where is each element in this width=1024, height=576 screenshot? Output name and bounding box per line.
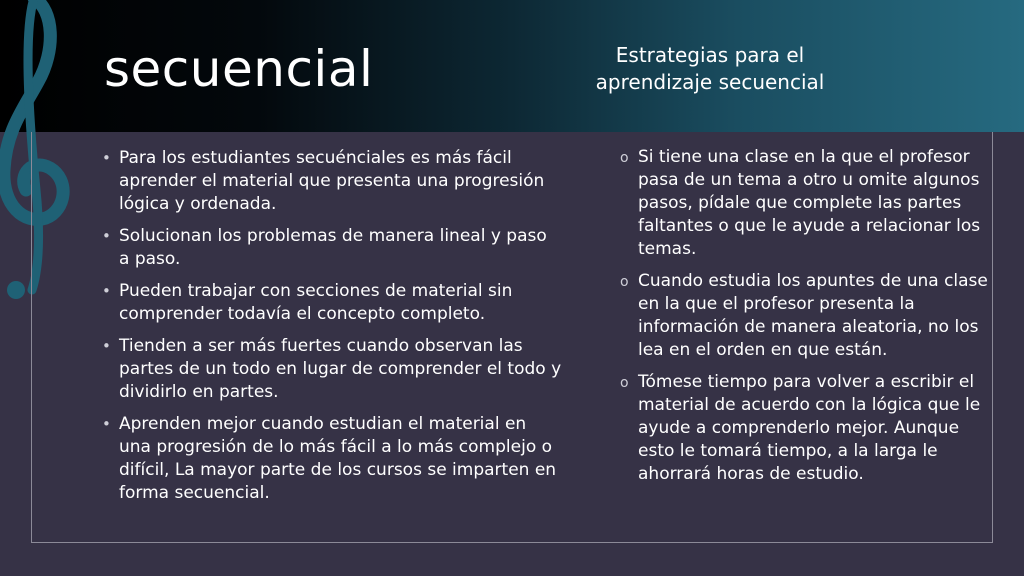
list-item — [102, 335, 562, 404]
list-item-text: Solucionan los problemas de manera lineal y paso a paso. — [119, 226, 547, 269]
list-item-text: Para los estudiantes secuénciales es más fácil aprender el material que presenta una progresión lógica y ordenada. — [119, 148, 545, 214]
list-item-text: Aprenden mejor cuando estudian el material en una progresión de lo más fácil a lo más complejo o difícil, La mayor parte de los cursos se imparten en forma secuencial. — [119, 414, 557, 503]
list-item-text: Pueden trabajar con secciones de material sin comprender todavía el concepto completo. — [119, 281, 513, 324]
bullet-icon: • — [102, 282, 111, 300]
page-title: secuencial — [104, 40, 374, 98]
list-item-text: Tienden a ser más fuertes cuando observan las partes de un todo en lugar de comprender el todo y dividirlo en partes. — [119, 336, 562, 402]
circle-bullet-icon: o — [620, 274, 629, 290]
list-item — [102, 147, 562, 216]
left-bullet-list — [102, 147, 562, 514]
list-item — [102, 225, 562, 271]
bullet-icon: • — [102, 337, 111, 355]
list-item — [620, 371, 990, 486]
list-item-text: Tómese tiempo para volver a escribir el material de acuerdo con la lógica que le ayude a comprenderlo mejor. Aunque esto le tomará tiempo, a la larga le ahorrará horas de estudio. — [638, 372, 981, 484]
circle-bullet-icon: o — [620, 375, 629, 391]
list-item — [620, 270, 990, 362]
list-item-text: Cuando estudia los apuntes de una clase en la que el profesor presenta la información de manera aleatoria, no los lea en el orden en que están. — [638, 271, 988, 360]
bullet-icon: • — [102, 149, 111, 167]
slide-subtitle: Estrategias para el aprendizaje secuencial — [595, 43, 825, 94]
right-bullet-list — [620, 146, 990, 495]
circle-bullet-icon: o — [620, 150, 629, 166]
list-item — [102, 413, 562, 505]
list-item-text: Si tiene una clase en la que el profesor pasa de un tema a otro u omite algunos pasos, pídale que complete las partes faltantes o que le ayude a relacionar los temas. — [638, 147, 981, 259]
list-item — [620, 146, 990, 261]
bullet-icon: • — [102, 227, 111, 245]
list-item — [102, 280, 562, 326]
bullet-icon: • — [102, 415, 111, 433]
